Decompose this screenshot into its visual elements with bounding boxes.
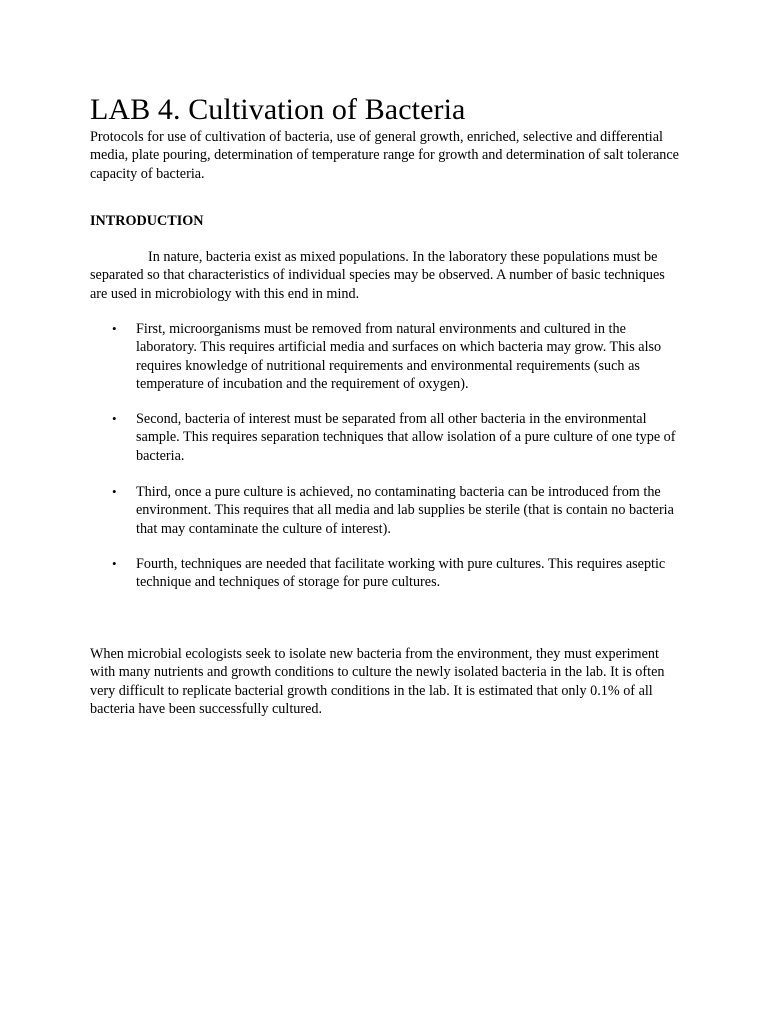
bullet-item-fourth (112, 555, 684, 592)
bullet-text: First, microorganisms must be removed from natural environments and cultured in the laboratory. This requires artificial media and surfaces on which bacteria may grow. This also requires knowledge of nutritional requirements and environmental requirements (such as temperature of incubation and the requirement of oxygen). (136, 321, 662, 392)
bullet-item-first (112, 320, 684, 393)
bullet-item-second (112, 410, 684, 465)
subtitle-paragraph: Protocols for use of cultivation of bacteria, use of general growth, enriched, selective and differential media, plate pouring, determination of temperature range for growth and determination of salt tolerance capacity of bacteria. (90, 129, 679, 182)
intro-paragraph: In nature, bacteria exist as mixed populations. In the laboratory these populations must be separated so that characteristics of individual species may be observed. A number of basic techniques are used in microbiology with this end in mind. (90, 249, 665, 302)
bullet-item-third (112, 483, 684, 538)
bullet-marker: • (112, 321, 117, 336)
bullet-marker: • (112, 484, 117, 499)
bullet-text: Third, once a pure culture is achieved, no contaminating bacteria can be introduced from the environment. This requires that all media and lab supplies be sterile (that is contain no bacteria that may contaminate the culture of interest). (136, 484, 674, 537)
bullet-text: Fourth, techniques are needed that facilitate working with pure cultures. This requires aseptic technique and techniques of storage for pure cultures. (136, 556, 666, 591)
section-heading-introduction: INTRODUCTION (90, 213, 204, 229)
bullet-marker: • (112, 411, 117, 426)
bullet-text: Second, bacteria of interest must be separated from all other bacteria in the environmental sample. This requires separation techniques that allow isolation of a pure culture of one type of bacteria. (136, 411, 676, 464)
closing-paragraph: When microbial ecologists seek to isolate new bacteria from the environment, they must experiment with many nutrients and growth conditions to culture the newly isolated bacteria in the lab. It is often very difficult to replicate bacterial growth conditions in the lab. It is estimated that only 0.1% of all bacteria have been successfully cultured. (90, 646, 665, 717)
page-title: LAB 4. Cultivation of Bacteria (90, 93, 466, 126)
bullet-marker: • (112, 556, 117, 571)
